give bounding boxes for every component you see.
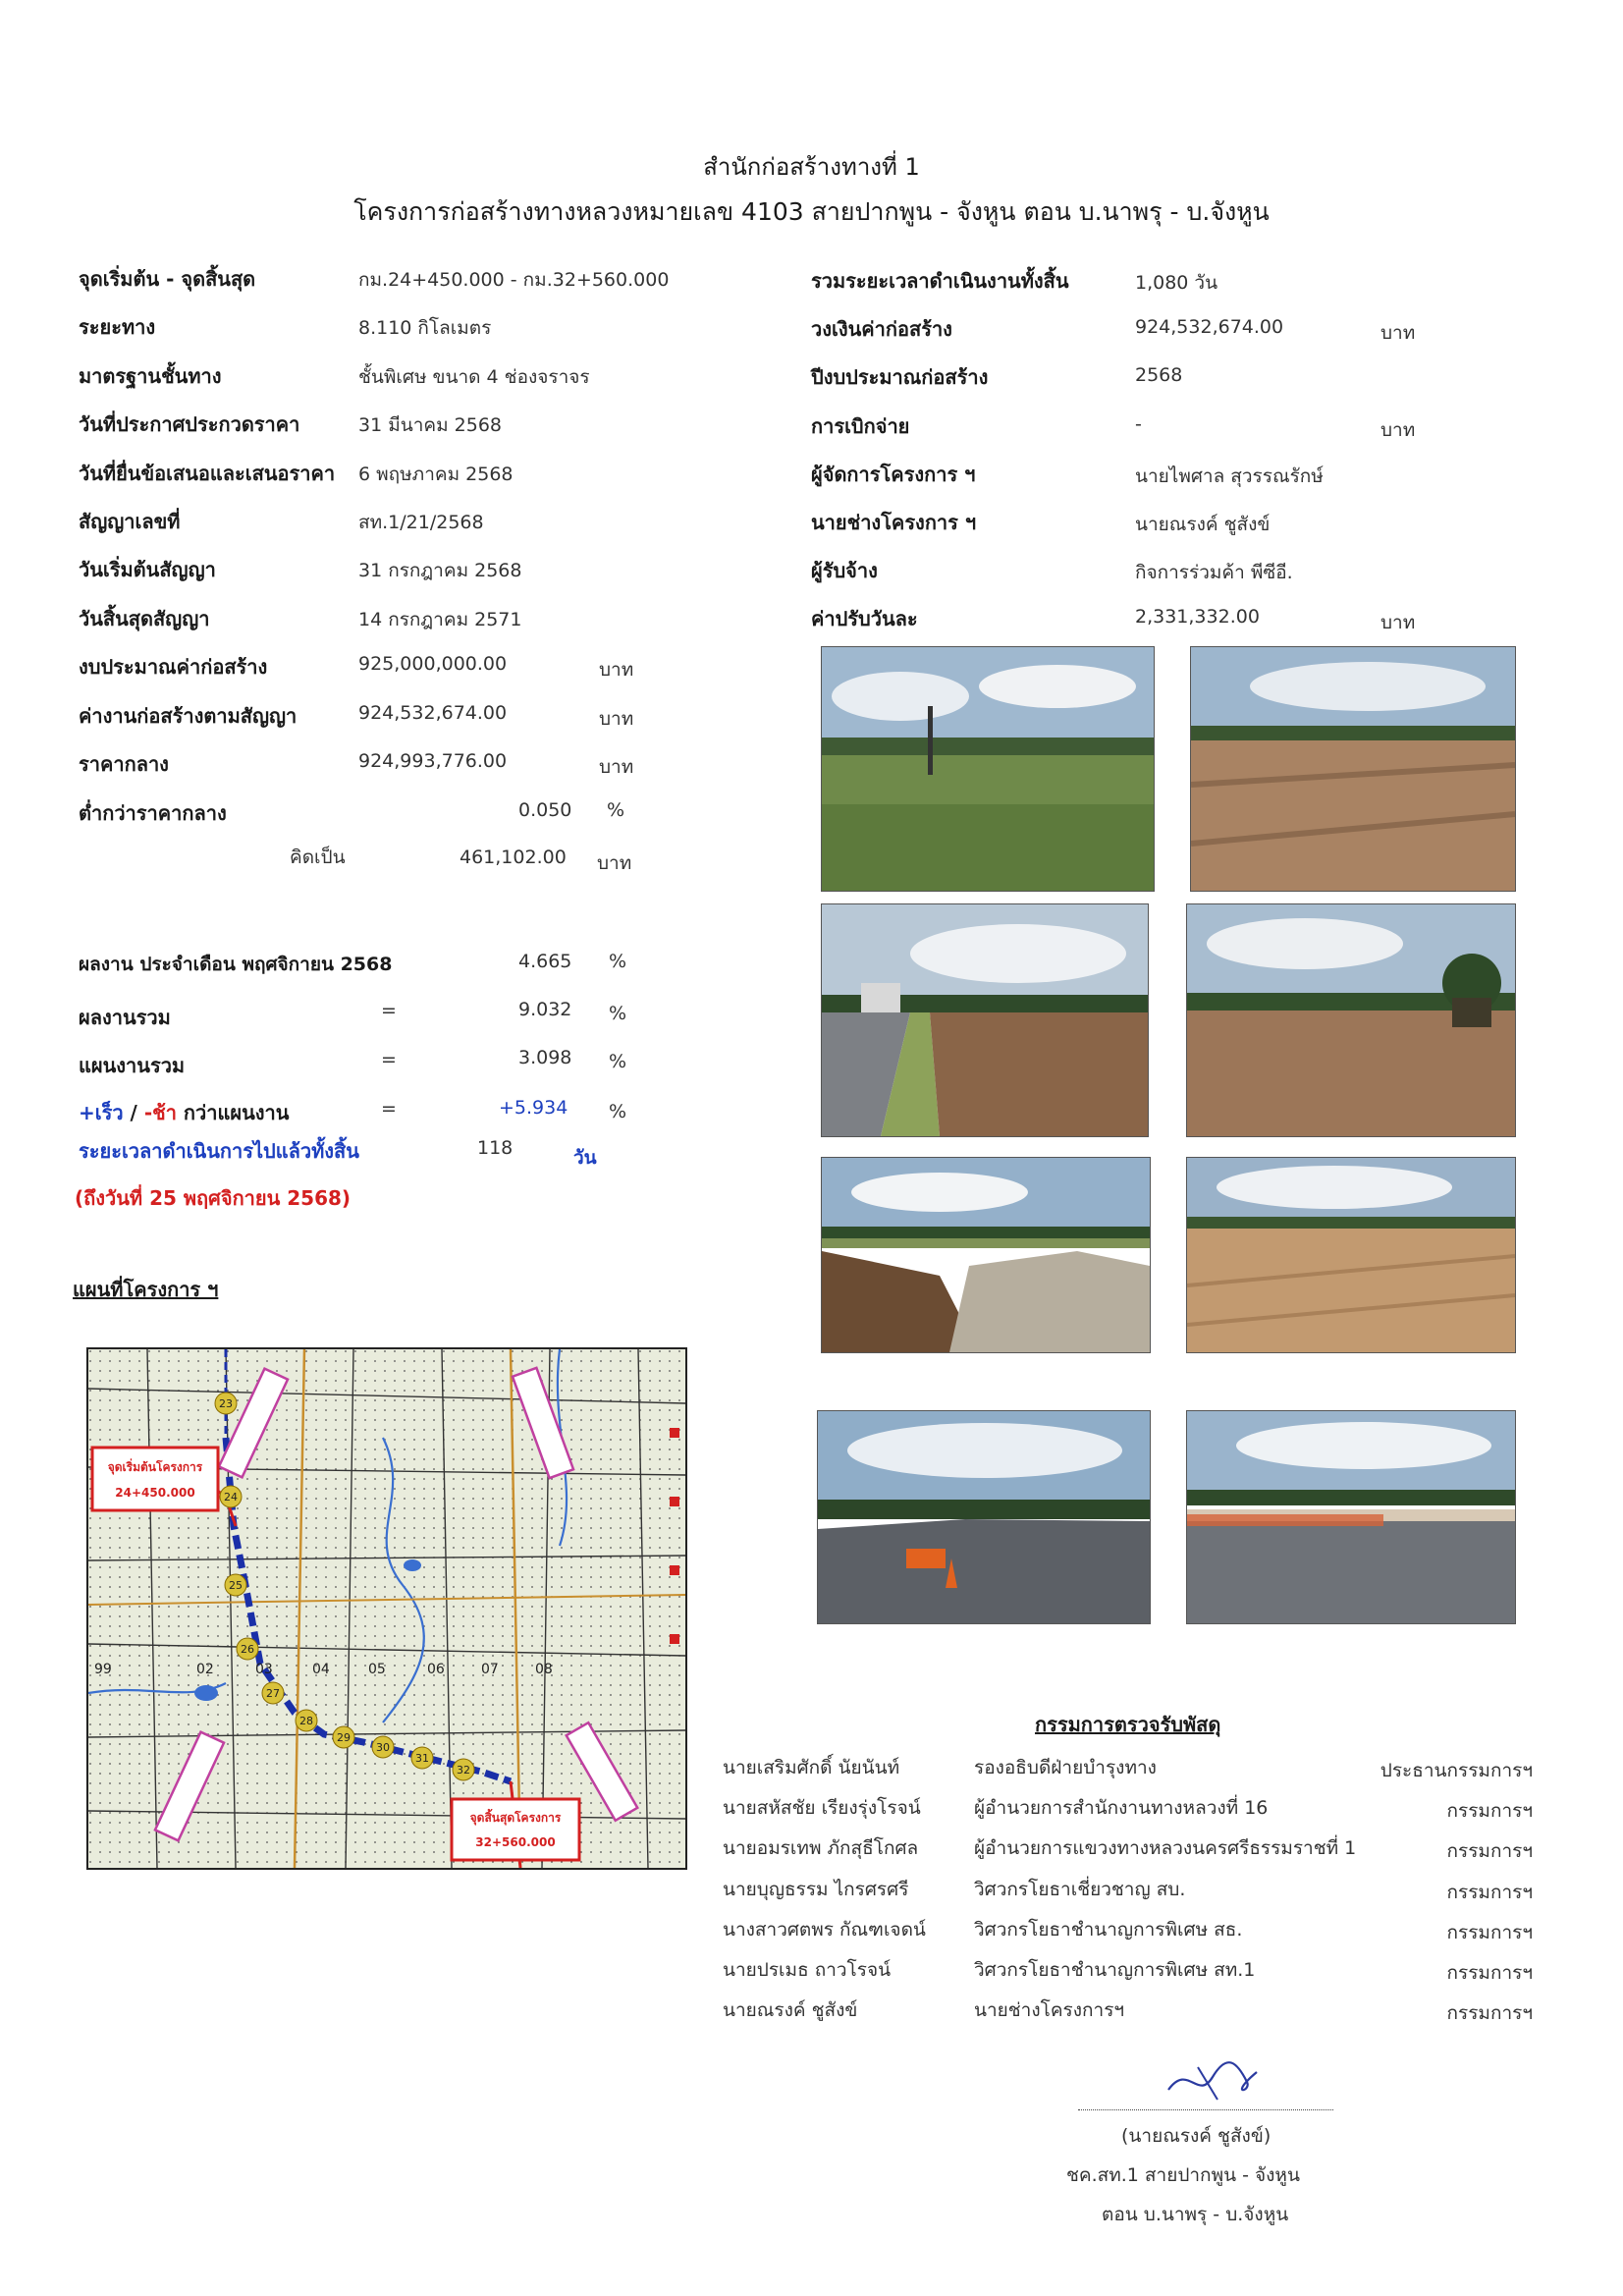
grid-number: 03 [255, 1662, 273, 1677]
plan-progress-value: 3.098 [518, 1047, 572, 1068]
left-info-label: ค่างานก่อสร้างตามสัญญา [79, 704, 298, 728]
office-title: สำนักก่อสร้างทางที่ 1 [703, 153, 920, 181]
committee-member-role: กรรมการฯ [1446, 1840, 1533, 1862]
km-marker: 27 [266, 1687, 280, 1700]
left-info-label: ระยะทาง [79, 315, 156, 339]
right-info-unit: บาท [1380, 322, 1416, 344]
right-info-value: 2,331,332.00 [1135, 606, 1260, 628]
committee-member-position: ผู้อำนวยการสำนักงานทางหลวงที่ 16 [974, 1797, 1269, 1819]
left-info-value: 925,000,000.00 [358, 653, 508, 675]
km-marker: 31 [415, 1752, 429, 1765]
left-info-value: ชั้นพิเศษ ขนาด 4 ช่องจราจร [358, 366, 590, 388]
monthly-progress-label: ผลงาน ประจำเดือน พฤศจิกายน 2568 [79, 954, 393, 975]
below-median-label: ต่ำกว่าราคากลาง [79, 801, 227, 825]
committee-member-position: วิศวกรโยธาชำนาญการพิเศษ สธ. [974, 1919, 1243, 1941]
left-info-label: สัญญาเลขที่ [79, 510, 181, 533]
plan-progress-unit: % [609, 1051, 627, 1072]
committee-member-name: นายเสริมศักดิ์ นัยนันท์ [723, 1757, 900, 1778]
grid-number: 06 [427, 1662, 445, 1677]
site-photo-3 [821, 903, 1149, 1137]
committee-member-role: กรรมการฯ [1446, 1800, 1533, 1822]
right-info-label: ผู้จัดการโครงการ ฯ [811, 463, 976, 486]
map-title: แผนที่โครงการ ฯ [73, 1278, 219, 1301]
km-marker: 30 [376, 1741, 390, 1754]
left-info-label: ราคากลาง [79, 752, 169, 776]
left-info-value: กม.24+450.000 - กม.32+560.000 [358, 269, 670, 291]
elapsed-unit: วัน [573, 1147, 597, 1169]
elapsed-label: ระยะเวลาดำเนินการไปแล้วทั้งสิ้น [79, 1139, 359, 1163]
left-info-value: 8.110 กิโลเมตร [358, 317, 492, 339]
elapsed-value: 118 [477, 1137, 514, 1159]
below-median-unit: % [607, 799, 625, 821]
committee-member-name: นายปรเมธ ถาวโรจน์ [723, 1959, 892, 1981]
site-photo-2 [1190, 646, 1516, 892]
ahead-behind-rest: กว่าแผนงาน [176, 1101, 290, 1124]
committee-member-name: นายณรงค์ ชูสังข์ [723, 1999, 858, 2021]
site-photo-8 [1186, 1410, 1516, 1624]
km-marker: 32 [457, 1764, 470, 1777]
site-photo-5 [821, 1157, 1151, 1353]
as-of-date: (ถึงวันที่ 25 พฤศจิกายน 2568) [75, 1186, 352, 1210]
km-marker: 26 [241, 1643, 254, 1656]
right-info-value: 1,080 วัน [1135, 272, 1218, 294]
map-end-label: จุดสิ้นสุดโครงการ [469, 1811, 562, 1825]
site-photo-1 [821, 646, 1155, 892]
right-info-unit: บาท [1380, 419, 1416, 441]
right-info-value: - [1135, 413, 1142, 435]
site-photo-4 [1186, 903, 1516, 1137]
map-start-km: 24+450.000 [115, 1486, 195, 1500]
behind-label: -ช้า [143, 1101, 177, 1124]
monthly-progress-unit: % [609, 951, 627, 972]
right-info-label: นายช่างโครงการ ฯ [811, 511, 977, 534]
committee-member-position: นายช่างโครงการฯ [974, 1999, 1125, 2021]
grid-number: 02 [196, 1662, 214, 1677]
left-info-label: วันสิ้นสุดสัญญา [79, 607, 210, 630]
site-photo-7 [817, 1410, 1151, 1624]
equivalent-unit: บาท [597, 852, 632, 874]
committee-member-role: กรรมการฯ [1446, 1882, 1533, 1903]
committee-member-name: นายบุญธรรม ไกรศรศรี [723, 1879, 909, 1900]
signature-line [1078, 2109, 1333, 2110]
committee-member-position: รองอธิบดีฝ่ายบำรุงทาง [974, 1757, 1157, 1778]
grid-number: 07 [481, 1662, 499, 1677]
signature-mark [1159, 2052, 1267, 2107]
committee-member-role: กรรมการฯ [1446, 2002, 1533, 2024]
committee-member-role: กรรมการฯ [1446, 1962, 1533, 1984]
ahead-behind-eq: = [381, 1098, 397, 1120]
right-info-value: นายไพศาล สุวรรณรักษ์ [1135, 465, 1324, 487]
committee-member-position: วิศวกรโยธาเชี่ยวชาญ สบ. [974, 1879, 1186, 1900]
project-title: โครงการก่อสร้างทางหลวงหมายเลข 4103 สายปากพูน - จังหูน ตอน บ.นาพรุ - บ.จังหูน [353, 197, 1270, 226]
km-marker: 25 [229, 1579, 243, 1592]
committee-member-position: วิศวกรโยธาชำนาญการพิเศษ สท.1 [974, 1959, 1256, 1981]
signer-title-line2: ตอน บ.นาพรุ - บ.จังหูน [1102, 2204, 1289, 2225]
right-info-label: ค่าปรับวันละ [811, 607, 918, 630]
left-info-label: งบประมาณค่าก่อสร้าง [79, 655, 268, 679]
left-info-unit: บาท [599, 659, 634, 681]
right-info-value: นายณรงค์ ชูสังข์ [1135, 514, 1271, 535]
left-info-value: สท.1/21/2568 [358, 512, 484, 533]
left-info-unit: บาท [599, 708, 634, 730]
site-photo-6 [1186, 1157, 1516, 1353]
committee-member-role: กรรมการฯ [1446, 1922, 1533, 1943]
monthly-progress-value: 4.665 [518, 951, 572, 972]
right-info-value: กิจการร่วมค้า พีซีอี. [1135, 562, 1293, 583]
left-info-label: มาตรฐานชั้นทาง [79, 364, 222, 388]
km-marker: 23 [219, 1397, 233, 1410]
right-info-value: 924,532,674.00 [1135, 316, 1284, 338]
left-info-label: วันที่ยื่นข้อเสนอและเสนอราคา [79, 462, 336, 485]
right-info-label: รวมระยะเวลาดำเนินงานทั้งสิ้น [811, 269, 1069, 293]
committee-member-name: นายอมรเทพ ภักสุธีโกศล [723, 1837, 919, 1859]
committee-member-position: ผู้อำนวยการแขวงทางหลวงนครศรีธรรมราชที่ 1 [974, 1837, 1357, 1859]
left-info-value: 31 มีนาคม 2568 [358, 414, 503, 436]
plan-progress-label: แผนงานรวม [79, 1054, 186, 1077]
equivalent-label: คิดเป็น [290, 847, 346, 868]
grid-number: 04 [312, 1662, 330, 1677]
right-info-label: ปีงบประมาณก่อสร้าง [811, 365, 989, 389]
right-info-unit: บาท [1380, 612, 1416, 633]
km-marker: 29 [337, 1731, 351, 1744]
right-info-label: ผู้รับจ้าง [811, 559, 878, 582]
equivalent-value: 461,102.00 [460, 847, 567, 868]
project-map-drawing [88, 1349, 685, 1868]
left-info-label: วันเริ่มต้นสัญญา [79, 558, 216, 581]
grid-number: 99 [94, 1662, 112, 1677]
map-end-callout [452, 1799, 579, 1860]
below-median-value: 0.050 [518, 799, 572, 821]
ahead-behind-separator: / [123, 1101, 144, 1124]
total-progress-value: 9.032 [518, 999, 572, 1020]
committee-title: กรรมการตรวจรับพัสดุ [1035, 1713, 1221, 1736]
committee-member-name: นายสหัสชัย เรียงรุ่งโรจน์ [723, 1797, 921, 1819]
ahead-behind-label [79, 1097, 289, 1128]
right-info-label: วงเงินค่าก่อสร้าง [811, 317, 952, 341]
map-start-label: จุดเริ่มต้นโครงการ [107, 1460, 203, 1474]
grid-number: 08 [535, 1662, 553, 1677]
ahead-behind-value: +5.934 [499, 1097, 568, 1119]
left-info-value: 31 กรกฎาคม 2568 [358, 560, 522, 581]
signer-title-line1: ชค.สท.1 สายปากพูน - จังหูน [1066, 2164, 1300, 2186]
left-info-value: 924,993,776.00 [358, 750, 508, 772]
map-end-km: 32+560.000 [475, 1835, 556, 1849]
ahead-behind-unit: % [609, 1101, 627, 1122]
total-progress-eq: = [381, 1000, 397, 1021]
km-marker: 28 [299, 1715, 313, 1727]
left-info-unit: บาท [599, 756, 634, 778]
total-progress-label: ผลงานรวม [79, 1006, 171, 1029]
right-info-label: การเบิกจ่าย [811, 414, 910, 438]
total-progress-unit: % [609, 1003, 627, 1024]
plan-progress-eq: = [381, 1049, 397, 1070]
left-info-label: จุดเริ่มต้น - จุดสิ้นสุด [79, 267, 256, 291]
committee-member-name: นางสาวศตพร กัณฑเจดน์ [723, 1919, 926, 1941]
left-info-value: 924,532,674.00 [358, 702, 508, 724]
left-info-value: 14 กรกฎาคม 2571 [358, 609, 522, 630]
grid-number: 05 [368, 1662, 386, 1677]
signer-name: (นายณรงค์ ชูสังข์) [1121, 2125, 1271, 2147]
left-info-value: 6 พฤษภาคม 2568 [358, 464, 514, 485]
right-info-value: 2568 [1135, 364, 1183, 386]
committee-member-role: ประธานกรรมการฯ [1380, 1760, 1533, 1781]
project-map [86, 1347, 687, 1870]
km-marker: 24 [224, 1491, 238, 1503]
map-start-callout [92, 1448, 218, 1510]
ahead-label: +เร็ว [79, 1101, 124, 1124]
left-info-label: วันที่ประกาศประกวดราคา [79, 412, 300, 436]
